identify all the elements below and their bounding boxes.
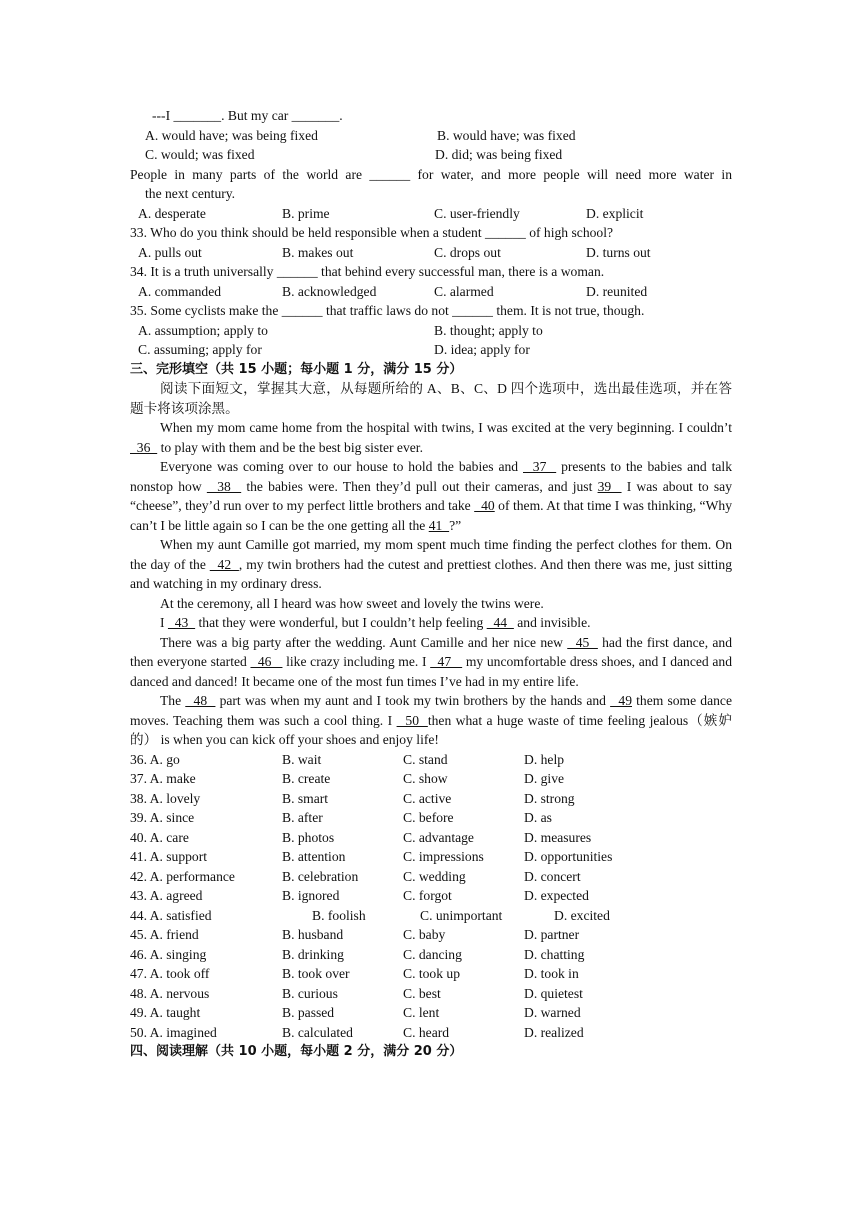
- blank-43: 43: [167, 615, 196, 630]
- blank-45: 45: [567, 634, 598, 650]
- option-b: B. create: [282, 771, 331, 786]
- option-a: 50. A. imagined: [130, 1024, 217, 1040]
- exam-page: [130, 106, 732, 1062]
- option-a: 36. A. go: [130, 751, 180, 767]
- option-c: C. would; was fixed: [145, 147, 255, 162]
- option-a: 37. A. make: [130, 771, 196, 786]
- option-b: B. drinking: [282, 946, 344, 962]
- option-b: B. smart: [282, 790, 329, 806]
- option-a: 40. A. care: [130, 829, 189, 845]
- option-b: B. photos: [282, 829, 335, 845]
- cloze-option-row: [130, 1023, 732, 1043]
- option-b: B. passed: [282, 1005, 335, 1020]
- option-c: C. dancing: [403, 946, 462, 962]
- option-b: B. ignored: [282, 888, 340, 903]
- blank-49: 49: [610, 693, 632, 708]
- cloze-option-row: [130, 945, 732, 965]
- cloze-option-row: [130, 789, 732, 809]
- option-a: 48. A. nervous: [130, 985, 210, 1001]
- option-b: B. prime: [282, 205, 330, 221]
- option-c: C. forgot: [403, 888, 452, 903]
- passage-paragraph-7: The 48 part was when my aunt and I took my twin brothers by the hands and 49 them some dance moves. Teaching them was such a cool thing. I 50 then what a huge waste of time feeling jealous（嫉妒的） is when you can kick off your shoes and enjoy life!: [130, 693, 732, 747]
- option-a: 45. A. friend: [130, 927, 199, 942]
- option-b: B. foolish: [312, 907, 366, 923]
- option-a: A. commanded: [138, 283, 222, 299]
- option-c: C. before: [403, 810, 454, 825]
- option-c: C. impressions: [403, 849, 484, 864]
- option-d: D. took in: [524, 966, 579, 981]
- option-row: [130, 126, 732, 146]
- option-d: D. realized: [524, 1024, 584, 1040]
- cloze-option-row: [130, 1003, 732, 1023]
- option-d: D. warned: [524, 1005, 581, 1020]
- option-b: B. would have; was fixed: [437, 127, 576, 143]
- blank-48: 48: [185, 693, 216, 708]
- option-b: B. calculated: [282, 1024, 353, 1040]
- option-a: 47. A. took off: [130, 966, 210, 981]
- question-32-line1: People in many parts of the world are ______ for water, and more people will need more water in: [130, 166, 732, 182]
- option-d: D. chatting: [524, 946, 585, 962]
- option-c: C. assuming; apply for: [138, 342, 262, 357]
- cloze-option-row: [130, 964, 732, 984]
- option-c: C. stand: [403, 751, 448, 767]
- option-d: D. did; was being fixed: [435, 147, 563, 162]
- blank-50: 50: [396, 712, 428, 728]
- option-b: B. attention: [282, 849, 346, 864]
- blank-38: 38: [206, 478, 242, 494]
- option-row: [130, 145, 732, 165]
- dialog-line: ---I _______. But my car _______.: [152, 108, 343, 123]
- option-b: B. husband: [282, 927, 344, 942]
- option-a: 39. A. since: [130, 810, 195, 825]
- question-33: 33. Who do you think should be held responsible when a student ______ of high school?: [130, 225, 614, 240]
- option-d: D. as: [524, 810, 552, 825]
- blank-44: 44: [486, 615, 514, 630]
- question-35: 35. Some cyclists make the ______ that traffic laws do not ______ them. It is not true, though.: [130, 303, 645, 318]
- q35-options-row2: [130, 340, 732, 360]
- option-b: B. makes out: [282, 244, 354, 260]
- passage-paragraph-4: At the ceremony, all I heard was how sweet and lovely the twins were.: [160, 595, 544, 611]
- option-d: D. partner: [524, 927, 580, 942]
- section3-heading: 三、完形填空（共 15 小题；每小题 1 分，满分 15 分）: [130, 361, 463, 377]
- option-c: C. lent: [403, 1005, 440, 1020]
- option-b: B. curious: [282, 985, 338, 1001]
- blank-42: 42: [209, 556, 239, 572]
- section3-instruction: 阅读下面短文，掌握其大意，从每题所给的 A、B、C、D 四个选项中，选出最佳选项，并在答题卡将该项涂黑。: [130, 381, 732, 416]
- passage-paragraph-5: I 43 that they were wonderful, but I couldn’t help feeling 44 and invisible.: [160, 615, 591, 630]
- option-d: D. explicit: [586, 205, 644, 221]
- blank-39: 39: [597, 478, 622, 494]
- option-c: C. best: [403, 985, 441, 1001]
- option-a: 49. A. taught: [130, 1005, 201, 1020]
- option-a: 42. A. performance: [130, 868, 235, 884]
- option-a: 44. A. satisfied: [130, 907, 212, 923]
- option-d: D. excited: [554, 907, 610, 923]
- section4-heading: 四、阅读理解（共 10 小题，每小题 2 分，满分 20 分）: [130, 1044, 463, 1059]
- option-a: A. assumption; apply to: [138, 322, 268, 338]
- option-d: D. give: [524, 771, 565, 786]
- option-d: D. help: [524, 751, 565, 767]
- cloze-options-list: [130, 750, 732, 1043]
- option-b: B. acknowledged: [282, 283, 377, 299]
- option-c: C. show: [403, 771, 448, 786]
- option-c: C. user-friendly: [434, 205, 520, 221]
- passage-paragraph-2: Everyone was coming over to our house to hold the babies and 37 presents to the babies and talk nonstop how 38 the babies were. Then they’d pull out their cameras, and just 39 I was about to say “cheese”, they’d run over to my perfect little brothers and take 40 of them. At that time I was thinking, “Why can’t I be little again so I can be the one getting all the 41 ?”: [130, 459, 733, 533]
- option-b: B. took over: [282, 966, 350, 981]
- cloze-option-row: [130, 886, 732, 906]
- option-d: D. concert: [524, 868, 581, 884]
- option-d: D. quietest: [524, 985, 583, 1001]
- q33-options: [130, 243, 732, 263]
- option-d: D. strong: [524, 790, 575, 806]
- passage-paragraph-6: There was a big party after the wedding. Aunt Camille and her nice new 45 had the first dance, and then everyone started 46 like crazy including me. I 47 my uncomfortable dress shoes, and I danced and danced and danced! It became one of the most fun times I’ve had in my entire life.: [130, 634, 732, 689]
- blank-40: 40: [474, 498, 495, 513]
- option-c: C. heard: [403, 1024, 450, 1040]
- option-a: 41. A. support: [130, 849, 208, 864]
- cloze-option-row: [130, 847, 732, 867]
- passage-paragraph-3: When my aunt Camille got married, my mom spent much time finding the perfect clothes for them. On the day of the 42 , my twin brothers had the cutest and prettiest clothes. And then there was me, just sitting and watching in my ordinary dress.: [130, 537, 732, 591]
- option-c: C. advantage: [403, 829, 474, 845]
- option-d: D. reunited: [586, 283, 648, 299]
- blank-47: 47: [430, 654, 463, 669]
- option-d: D. idea; apply for: [434, 342, 530, 357]
- option-c: C. alarmed: [434, 283, 494, 299]
- blank-36: 36: [130, 439, 158, 455]
- cloze-option-row: [130, 828, 732, 848]
- blank-46: 46: [250, 654, 283, 669]
- option-d: D. measures: [524, 829, 592, 845]
- question-34: 34. It is a truth universally ______ that behind every successful man, there is a woman.: [130, 264, 605, 279]
- option-b: B. after: [282, 810, 323, 825]
- cloze-option-row: [130, 867, 732, 887]
- option-c: C. wedding: [403, 868, 466, 884]
- option-a: A. would have; was being fixed: [145, 127, 318, 143]
- q34-options: [130, 282, 732, 302]
- blank-37: 37: [523, 459, 557, 474]
- q35-options-row1: [130, 321, 732, 341]
- option-c: C. active: [403, 790, 452, 806]
- option-a: A. desperate: [138, 205, 206, 221]
- cloze-option-row: [130, 906, 732, 926]
- cloze-option-row: [130, 984, 732, 1004]
- option-a: A. pulls out: [138, 244, 202, 260]
- question-32-line2: the next century.: [145, 186, 236, 201]
- q32-options: [130, 204, 732, 224]
- cloze-option-row: [130, 925, 732, 945]
- cloze-option-row: [130, 808, 732, 828]
- option-b: B. thought; apply to: [434, 322, 543, 338]
- option-b: B. celebration: [282, 868, 359, 884]
- option-d: D. opportunities: [524, 849, 613, 864]
- option-a: 43. A. agreed: [130, 888, 203, 903]
- option-c: C. took up: [403, 966, 461, 981]
- option-d: D. expected: [524, 888, 589, 903]
- passage-paragraph-1: When my mom came home from the hospital with twins, I was excited at the very beginning. I couldn’t 36 to play with them and be the best big sister ever.: [130, 420, 732, 455]
- cloze-option-row: [130, 769, 732, 789]
- blank-41: 41: [428, 517, 450, 533]
- option-a: 38. A. lovely: [130, 790, 201, 806]
- option-b: B. wait: [282, 751, 322, 767]
- option-c: C. drops out: [434, 244, 501, 260]
- option-d: D. turns out: [586, 244, 651, 260]
- cloze-option-row: [130, 750, 732, 770]
- option-a: 46. A. singing: [130, 946, 207, 962]
- option-c: C. unimportant: [420, 907, 503, 923]
- option-c: C. baby: [403, 927, 446, 942]
